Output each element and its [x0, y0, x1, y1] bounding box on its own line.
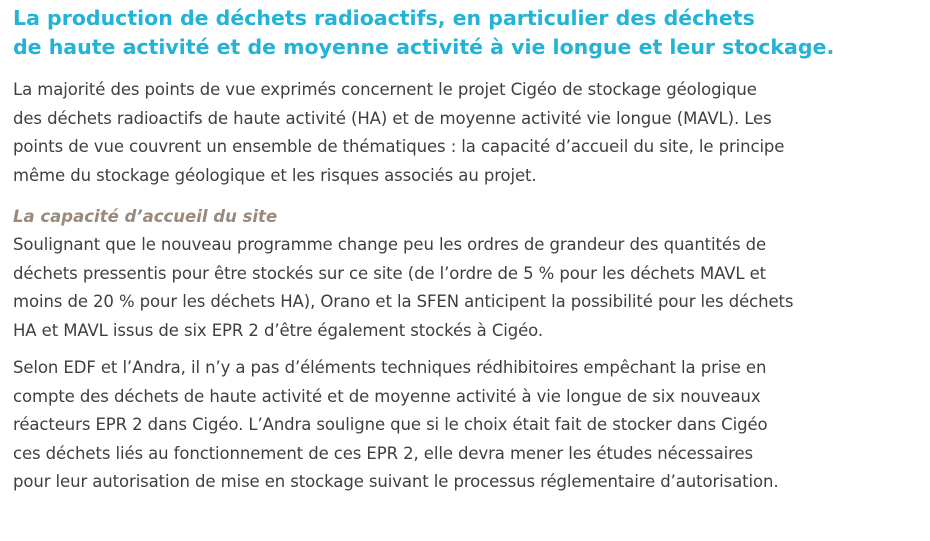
capacity-p2-line-5: pour leur autorisation de mise en stockage suivant le processus réglementaire d’autorisation. [13, 472, 779, 491]
capacity-p1-line-1: Soulignant que le nouveau programme change peu les ordres de grandeur des quantités de [13, 235, 767, 254]
capacity-p1-line-4: HA et MAVL issus de six EPR 2 d’être également stockés à Cigéo. [13, 320, 544, 340]
capacity-p2-line-4: ces déchets liés au fonctionnement de ces EPR 2, elle devra mener les études nécessaires [13, 443, 754, 463]
subsection-title: La capacité d’accueil du site [13, 207, 278, 226]
intro-line-3: points de vue couvrent un ensemble de thématiques : la capacité d’accueil du site, le principe [13, 137, 785, 156]
intro-line-4: même du stockage géologique et les risques associés au projet. [13, 165, 537, 185]
capacity-p1-line-3: moins de 20 % pour les déchets HA), Orano et la SFEN anticipent la possibilité pour les déchets [13, 292, 794, 311]
capacity-p2-line-1: Selon EDF et l’Andra, il n’y a pas d’éléments techniques rédhibitoires empêchant la prise en [13, 358, 767, 377]
capacity-p2-line-3: réacteurs EPR 2 dans Cigéo. L’Andra souligne que si le choix était fait de stocker dans Cigéo [13, 415, 768, 434]
section-heading [13, 4, 916, 62]
intro-line-2: des déchets radioactifs de haute activité (HA) et de moyenne activité vie longue (MAVL). Les [13, 108, 772, 128]
capacity-paragraph-1 [13, 231, 916, 345]
capacity-p1-line-2: déchets pressentis pour être stockés sur ce site (de l’ordre de 5 % pour les déchets MAVL et [13, 263, 767, 283]
capacity-p2-line-2: compte des déchets de haute activité et de moyenne activité à vie longue de six nouveaux [13, 386, 761, 406]
capacity-paragraph-2 [13, 354, 916, 497]
intro-line-1: La majorité des points de vue exprimés concernent le projet Cigéo de stockage géologique [13, 80, 757, 99]
heading-line-2: de haute activité et de moyenne activité à vie longue et leur stockage. [13, 35, 835, 59]
heading-line-1: La production de déchets radioactifs, en particulier des déchets [13, 6, 755, 30]
intro-paragraph [13, 76, 916, 190]
